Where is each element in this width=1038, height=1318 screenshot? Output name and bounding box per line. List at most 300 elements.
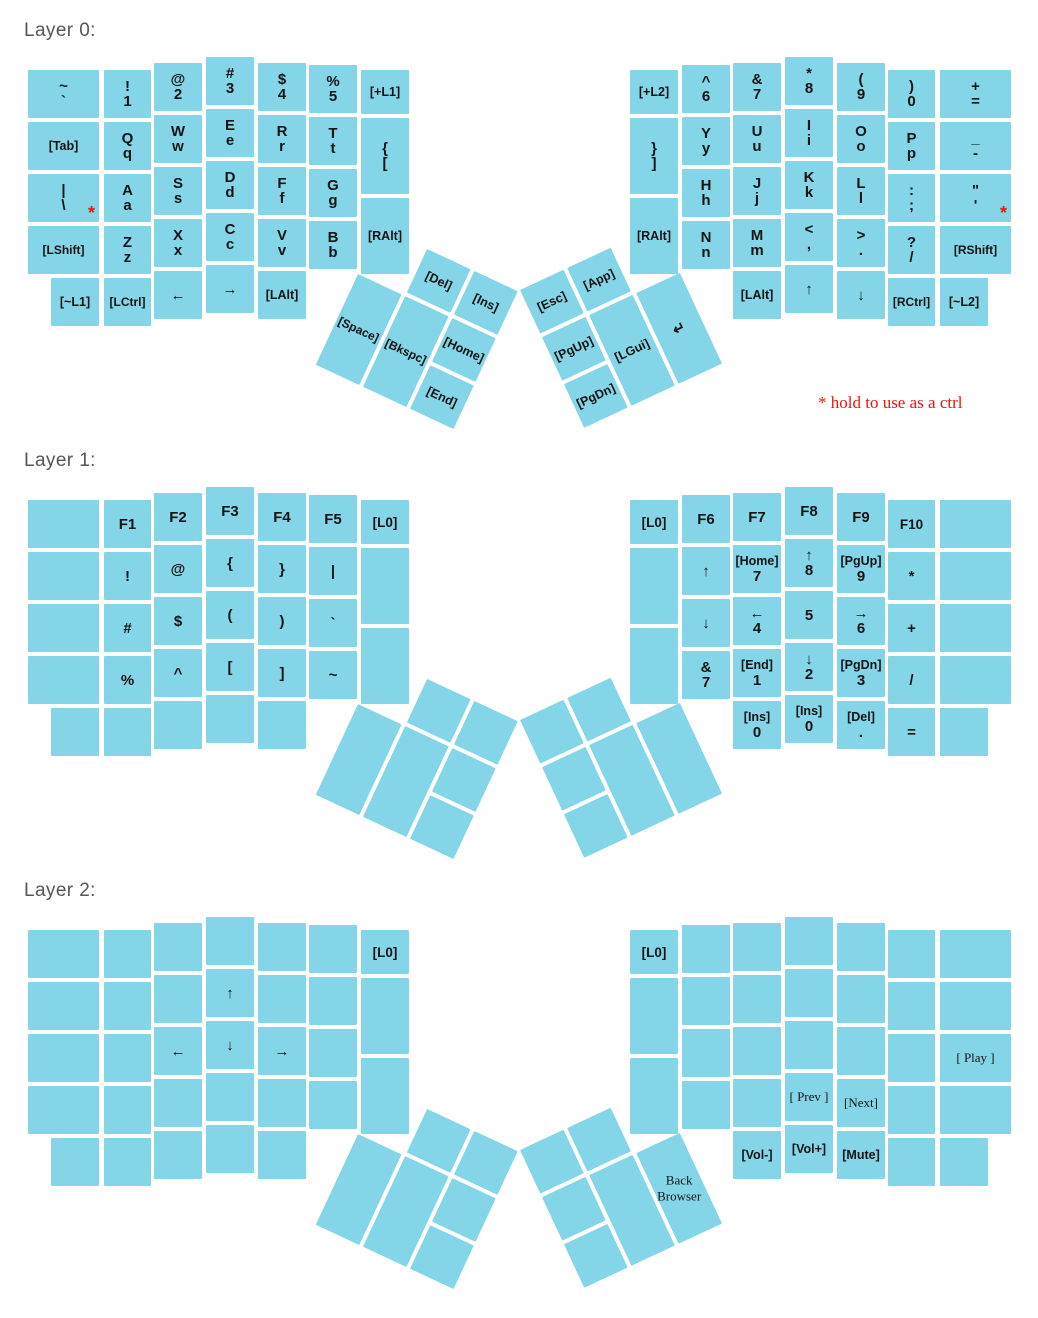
key-l2-b3	[104, 1034, 151, 1082]
key-l0-f1	[309, 65, 357, 113]
key-l1-rf2	[682, 547, 730, 595]
key-l0-e4	[258, 219, 306, 267]
key-label	[171, 72, 186, 102]
key-l0-a4	[28, 226, 99, 274]
key-label-line: +	[971, 78, 980, 95]
key-label-line: 9	[856, 568, 866, 585]
key-label-line: ^	[701, 73, 711, 90]
key-label-line: `	[330, 614, 336, 632]
key-label-line: [Home]	[441, 334, 487, 365]
key-label	[225, 222, 236, 252]
key-label	[657, 1172, 701, 1204]
key-label-line: [~L2]	[948, 294, 980, 309]
key-label-line: J	[752, 175, 762, 192]
key-label-line: [Del]	[847, 710, 875, 724]
key-label	[954, 243, 997, 258]
key-label	[972, 183, 979, 213]
key-label	[741, 1148, 772, 1163]
key-label-line: ~	[59, 78, 68, 95]
key-label-line: [RAlt]	[367, 228, 402, 243]
key-label-line: [RAlt]	[636, 228, 671, 243]
key-label-line: #	[225, 65, 235, 82]
key-l0-re3	[733, 167, 781, 215]
key-l2-g23	[361, 978, 409, 1054]
key-label-line: 7	[752, 568, 762, 585]
key-label-line: M	[750, 227, 764, 244]
key-l2-rd4	[785, 1073, 833, 1121]
key-label	[324, 512, 342, 527]
key-l0-b1	[104, 70, 151, 118]
key-label-line: w	[172, 138, 184, 155]
key-l2-d4	[206, 1073, 254, 1121]
key-label	[651, 141, 657, 171]
key-l0-rb3	[888, 174, 935, 222]
key-label-line: $	[173, 612, 183, 630]
key-label-line: [LShift]	[42, 242, 85, 257]
key-label-line: 0	[804, 718, 814, 735]
key-label-line: ↵	[669, 317, 689, 339]
key-label-line: [Vol+]	[791, 1141, 827, 1156]
key-label-line: z	[123, 249, 132, 266]
key-l1-f2	[309, 547, 357, 595]
key-l1-ra3	[940, 604, 1011, 652]
key-label-line: x	[173, 242, 183, 259]
key-label-line: 2	[173, 86, 183, 103]
key-label	[893, 295, 930, 310]
key-l1-rd1	[785, 487, 833, 535]
key-l1-c1	[154, 493, 202, 541]
key-l0-d4	[206, 213, 254, 261]
key-label-line: [Tab]	[48, 138, 79, 153]
key-label-line: ↑	[805, 280, 813, 298]
key-l0-rb4	[888, 226, 935, 274]
key-l0-f2	[309, 117, 357, 165]
key-label-line: Browser	[657, 1188, 702, 1204]
key-label-line: #	[123, 619, 132, 637]
key-label-line: '	[973, 197, 978, 214]
key-label-line: F5	[324, 510, 342, 528]
key-label	[43, 243, 85, 258]
key-l2-ra4	[940, 1086, 1011, 1134]
key-label-line: Back	[665, 1172, 693, 1188]
key-label	[805, 222, 814, 252]
key-l2-d1	[206, 917, 254, 965]
key-label-line: !	[125, 567, 130, 585]
key-l2-ra2	[940, 982, 1011, 1030]
key-l2-d5	[206, 1125, 254, 1173]
key-l2-b4	[104, 1086, 151, 1134]
key-l1-rc3	[837, 597, 885, 645]
key-label-line: r	[279, 138, 285, 155]
key-label	[60, 295, 90, 310]
key-label-line: F7	[748, 508, 766, 526]
key-l2-a3	[28, 1034, 99, 1082]
key-label-line: Y	[700, 125, 711, 142]
key-label-line: ^	[173, 664, 183, 682]
key-label-line: /	[909, 249, 914, 266]
key-label-line: (	[227, 606, 233, 624]
key-l2-f2	[309, 977, 357, 1025]
key-l2-rc1	[837, 923, 885, 971]
key-label	[639, 85, 669, 100]
key-l0-a2	[28, 122, 99, 170]
key-label	[59, 79, 68, 109]
key-label-line: n	[701, 244, 711, 261]
key-label-line: A	[122, 182, 133, 199]
ctrl-hold-note: * hold to use as a ctrl	[818, 393, 963, 412]
key-label-line: [PgDn]	[840, 658, 882, 672]
key-label-line: ;	[909, 197, 914, 214]
key-label-line: X	[172, 227, 183, 244]
key-l0-rd2	[785, 109, 833, 157]
key-label	[612, 336, 652, 365]
key-label-line: 1	[752, 672, 762, 689]
key-l2-re5	[733, 1131, 781, 1179]
key-l0-c5	[154, 271, 202, 319]
key-label-line: b	[328, 244, 338, 261]
key-l0-e5	[258, 271, 306, 319]
key-label	[741, 288, 774, 303]
key-label	[752, 124, 763, 154]
key-label-line: N	[700, 229, 712, 246]
key-label-line: Z	[122, 234, 133, 251]
key-l2-c2	[154, 975, 202, 1023]
key-label	[907, 79, 915, 109]
key-l1-b3	[104, 604, 151, 652]
key-l2-rf3	[682, 1029, 730, 1077]
key-l2-rb1	[888, 930, 935, 978]
key-label-line: ↓	[226, 1036, 234, 1054]
key-l1-rc5	[837, 701, 885, 749]
key-label-line: 7	[752, 86, 762, 103]
key-label-line: H	[700, 177, 712, 194]
layer-1-heading: Layer 1:	[24, 450, 96, 471]
key-label-line: F10	[899, 516, 924, 532]
key-label-line: q	[122, 145, 133, 162]
key-l1-rf3	[682, 599, 730, 647]
key-l2-c5	[154, 1131, 202, 1179]
key-label-line: i	[806, 132, 812, 149]
key-label	[552, 333, 595, 364]
key-label	[907, 725, 916, 740]
key-label-line: *	[908, 567, 915, 585]
key-label	[642, 945, 667, 960]
key-l2-rb5	[888, 1138, 935, 1186]
key-label	[642, 515, 667, 530]
key-label	[169, 510, 187, 525]
key-label-line: v	[277, 242, 287, 259]
key-label-line: [Ins]	[471, 290, 501, 315]
key-l0-rc2	[837, 115, 885, 163]
key-l2-ra3	[940, 1034, 1011, 1082]
key-label	[857, 228, 866, 258]
layer-0-heading: Layer 0:	[24, 20, 96, 41]
key-label-line: [Ins]	[795, 704, 823, 718]
key-label	[852, 510, 870, 525]
key-label	[790, 1089, 829, 1105]
key-label-line: 8	[804, 562, 814, 579]
key-label	[280, 614, 285, 629]
key-l0-rc4	[837, 219, 885, 267]
key-l2-rc3	[837, 1027, 885, 1075]
key-l2-ra1	[940, 930, 1011, 978]
key-l1-rd2	[785, 539, 833, 587]
key-l0-d3	[206, 161, 254, 209]
key-l0-c3	[154, 167, 202, 215]
key-l2-f3	[309, 1029, 357, 1077]
key-l2-rd5	[785, 1125, 833, 1173]
key-label	[856, 176, 865, 206]
key-l2-rb3	[888, 1034, 935, 1082]
key-label	[49, 139, 79, 154]
key-label	[702, 616, 710, 631]
key-label	[701, 178, 712, 208]
key-l0-a5	[51, 278, 99, 326]
key-label-line: @	[170, 71, 186, 88]
key-label	[907, 621, 916, 636]
key-l2-rc5	[837, 1131, 885, 1179]
key-l2-rg23	[630, 978, 678, 1054]
key-label-line: 2	[804, 666, 814, 683]
key-label-line: %	[120, 671, 135, 689]
key-label	[275, 1044, 290, 1059]
key-l2-re4	[733, 1079, 781, 1127]
key-label-line: 6	[701, 88, 711, 105]
key-label	[697, 512, 715, 527]
key-label-line: ]	[279, 664, 285, 682]
key-label	[326, 74, 339, 104]
key-l1-e5	[258, 701, 306, 749]
key-label-line: G	[327, 177, 339, 194]
key-label	[854, 606, 869, 636]
key-l1-re3	[733, 597, 781, 645]
key-label-line: 9	[856, 86, 866, 103]
key-l2-a5	[51, 1138, 99, 1186]
key-label-line: S	[172, 175, 183, 192]
key-label-line: [Del]	[423, 268, 455, 293]
key-label	[221, 504, 239, 519]
key-label	[122, 183, 133, 213]
key-l1-d4	[206, 643, 254, 691]
key-label	[841, 554, 882, 584]
key-l2-a1	[28, 930, 99, 978]
key-label	[227, 556, 233, 571]
key-l0-rd5	[785, 265, 833, 313]
key-label	[331, 564, 335, 579]
key-label-line: ↑	[702, 562, 710, 580]
key-label-line: g	[328, 192, 338, 209]
key-label	[328, 230, 339, 260]
key-l1-rf4	[682, 651, 730, 699]
key-label	[122, 131, 134, 161]
key-l1-rd3	[785, 591, 833, 639]
key-l0-f4	[309, 221, 357, 269]
key-label-line: [End]	[741, 658, 773, 672]
key-l1-rd4	[785, 643, 833, 691]
key-l1-re4	[733, 649, 781, 697]
key-label	[226, 986, 234, 1001]
key-label	[277, 228, 287, 258]
key-label-line: 6	[856, 620, 866, 637]
key-label-line: k	[804, 184, 814, 201]
key-label	[280, 666, 285, 681]
key-label	[373, 945, 398, 960]
key-label	[752, 72, 763, 102]
key-l2-d2	[206, 969, 254, 1017]
key-label-line: @	[170, 560, 186, 578]
key-l1-e1	[258, 493, 306, 541]
key-l0-ra5	[940, 278, 988, 326]
key-label	[741, 658, 773, 688]
key-label-line: E	[224, 117, 235, 134]
key-label-line: !	[125, 78, 130, 95]
key-label	[535, 288, 569, 315]
key-l1-c2	[154, 545, 202, 593]
key-l1-f3	[309, 599, 357, 647]
key-label-line: ↓	[702, 614, 710, 632]
key-label-line: R	[276, 123, 288, 140]
key-label-line: →	[222, 280, 238, 298]
key-l2-c3	[154, 1027, 202, 1075]
key-l1-rb2	[888, 552, 935, 600]
key-l1-rc1	[837, 493, 885, 541]
key-label	[121, 673, 134, 688]
key-l2-rf4	[682, 1081, 730, 1129]
key-label-line: F	[277, 175, 287, 192]
key-l0-e3	[258, 167, 306, 215]
key-label	[949, 295, 979, 310]
key-label-line: [Bkspc]	[383, 335, 429, 367]
key-l0-c4	[154, 219, 202, 267]
key-label	[900, 517, 923, 532]
key-l1-a2	[28, 552, 99, 600]
key-label	[844, 1095, 878, 1111]
key-l1-d5	[206, 695, 254, 743]
key-label-line: [+L2]	[638, 84, 670, 99]
key-l0-d2	[206, 109, 254, 157]
key-label-line: o	[856, 138, 866, 155]
key-label	[327, 178, 339, 208]
key-label-line: &	[751, 71, 763, 88]
key-l0-re4	[733, 219, 781, 267]
key-label	[909, 183, 914, 213]
key-l1-re2	[733, 545, 781, 593]
key-l0-rg1	[630, 70, 678, 114]
key-label-line: 3	[225, 80, 235, 97]
key-l0-rc3	[837, 167, 885, 215]
key-label	[701, 126, 711, 156]
key-l1-c3	[154, 597, 202, 645]
key-label-line: [End]	[424, 383, 460, 410]
key-label	[331, 616, 336, 631]
key-l2-rd3	[785, 1021, 833, 1069]
key-label-line: [RShift]	[953, 242, 998, 257]
key-label	[805, 66, 813, 96]
key-l1-ra5	[940, 708, 988, 756]
key-label-line: V	[276, 227, 287, 244]
key-l1-a3	[28, 604, 99, 652]
key-l1-rb1	[888, 500, 935, 548]
key-label	[173, 228, 183, 258]
key-label-line: *	[806, 65, 812, 82]
key-label-line: e	[225, 132, 235, 149]
key-label-line: F8	[800, 502, 818, 520]
key-label	[805, 548, 813, 578]
key-label-line: )	[909, 78, 914, 95]
key-label-line: [LCtrl]	[109, 294, 146, 309]
key-label-line: [PgUp]	[840, 554, 882, 568]
key-l0-e1	[258, 63, 306, 111]
key-label-line: [ Play ]	[956, 1050, 995, 1065]
key-label	[226, 66, 234, 96]
key-label-line: [ Prev ]	[789, 1089, 829, 1104]
key-label	[173, 176, 183, 206]
key-label-line: 7	[701, 674, 711, 691]
key-label-line: F3	[221, 502, 239, 520]
key-label	[855, 124, 867, 154]
key-l2-b2	[104, 982, 151, 1030]
key-label	[277, 124, 288, 154]
key-label	[701, 230, 712, 260]
key-l0-a3	[28, 174, 99, 222]
key-label	[119, 517, 137, 532]
key-label-line: [Home]	[735, 554, 779, 568]
key-l1-b4	[104, 656, 151, 704]
key-label-line: $	[277, 71, 287, 88]
key-label	[792, 1142, 826, 1157]
key-label	[750, 606, 765, 636]
key-label	[328, 126, 337, 156]
key-label-line: =	[971, 93, 980, 110]
key-label-line: ,	[806, 236, 812, 253]
key-l0-ra1	[940, 70, 1011, 118]
key-label	[701, 660, 712, 690]
key-label-line: [	[227, 658, 233, 676]
key-l0-ra3	[940, 174, 1011, 222]
key-label-line: 3	[856, 672, 866, 689]
key-l1-a5	[51, 708, 99, 756]
key-l0-e2	[258, 115, 306, 163]
key-label-line: Q	[121, 130, 134, 147]
key-label-line: O	[855, 123, 867, 140]
key-label-line: 8	[804, 80, 814, 97]
key-l1-rb4	[888, 656, 935, 704]
key-label	[423, 268, 455, 293]
key-l2-re2	[733, 975, 781, 1023]
key-label	[226, 1038, 234, 1053]
key-label	[266, 288, 299, 303]
key-l0-f3	[309, 169, 357, 217]
key-l0-c1	[154, 63, 202, 111]
key-label	[842, 1148, 880, 1163]
key-l1-g1	[361, 500, 409, 544]
key-label-line: F9	[852, 508, 870, 526]
key-label-line: W	[170, 123, 186, 140]
key-label-line: <	[804, 221, 814, 238]
key-label	[424, 384, 459, 411]
key-label-line: ←	[170, 1042, 186, 1060]
key-l2-c1	[154, 923, 202, 971]
key-l0-b2	[104, 122, 151, 170]
key-l0-rc1	[837, 63, 885, 111]
key-label-line: s	[173, 190, 183, 207]
key-label	[805, 652, 813, 682]
key-l1-ra2	[940, 552, 1011, 600]
key-l0-rd1	[785, 57, 833, 105]
key-l1-e2	[258, 545, 306, 593]
key-label-line: 5	[804, 606, 814, 624]
key-l1-re5	[733, 701, 781, 749]
